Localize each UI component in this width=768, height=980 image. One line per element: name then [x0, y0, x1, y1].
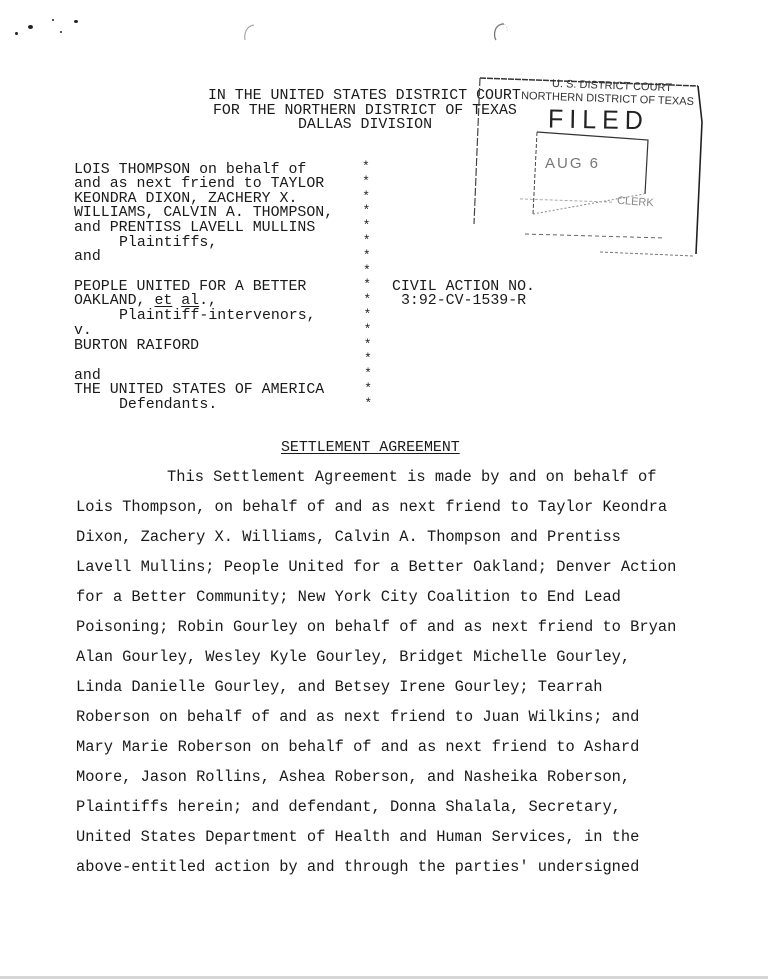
body-line: Dixon, Zachery X. Williams, Calvin A. Thompson and Prentiss: [76, 528, 621, 546]
scan-bottom-edge: [0, 976, 768, 979]
document-title: SETTLEMENT AGREEMENT: [281, 440, 460, 456]
caption-asterisk: *: [364, 366, 372, 382]
and-conjunction: and: [74, 249, 101, 265]
body-line: Moore, Jason Rollins, Ashea Roberson, and Nasheika Roberson,: [76, 768, 631, 786]
plaintiff-line: LOIS THOMPSON on behalf of: [74, 162, 307, 178]
body-line: Plaintiffs herein; and defendant, Donna Shalala, Secretary,: [76, 798, 621, 816]
plaintiff-line: and as next friend to TAYLOR: [74, 176, 325, 192]
body-line: United States Department of Health and Human Services, in the: [76, 828, 640, 846]
space: [172, 293, 181, 309]
court-header-line-3: DALLAS DIVISION: [298, 117, 433, 133]
plaintiff-line: and PRENTISS LAVELL MULLINS: [74, 220, 316, 236]
stamp-district: NORTHERN DISTRICT OF TEXAS: [520, 89, 695, 109]
scan-speck: [74, 20, 78, 23]
caption-asterisk: *: [363, 292, 372, 308]
scan-speck: [28, 25, 33, 29]
versus: v.: [74, 323, 92, 339]
civil-action-number: 3:92-CV-1539-R: [401, 293, 527, 309]
et-underlined: et: [154, 293, 173, 309]
caption-asterisk: *: [362, 247, 371, 263]
caption-asterisk: *: [363, 351, 372, 367]
caption-asterisk: *: [364, 395, 373, 411]
stamp-court: U. S. DISTRICT COURT: [551, 77, 673, 95]
al-underlined: al: [181, 293, 200, 309]
court-header-line-2: FOR THE NORTHERN DISTRICT OF TEXAS: [213, 103, 517, 119]
caption-asterisk: *: [363, 307, 372, 322]
defendant-line: BURTON RAIFORD: [74, 338, 200, 354]
caption-asterisk: *: [363, 336, 372, 352]
intervenor-name: OAKLAND,: [74, 293, 155, 309]
intervenor-line: PEOPLE UNITED FOR A BETTER: [74, 279, 307, 295]
plaintiffs-label: Plaintiffs,: [119, 235, 218, 251]
body-line: Roberson on behalf of and as next friend to Juan Wilkins; and: [76, 708, 640, 726]
stamp-filed: FILED: [547, 104, 650, 136]
defendant-line: THE UNITED STATES OF AMERICA: [74, 382, 325, 398]
caption-asterisk: *: [362, 173, 370, 189]
plaintiff-line: WILLIAMS, CALVIN A. THOMPSON,: [74, 205, 334, 221]
body-line: Linda Danielle Gourley, and Betsey Irene Gourley; Tearrah: [76, 678, 603, 696]
body-line: Mary Marie Roberson on behalf of and as next friend to Ashard: [76, 738, 640, 756]
court-header-line-1: IN THE UNITED STATES DISTRICT COURT: [208, 88, 521, 104]
body-line: This Settlement Agreement is made by and on behalf of: [167, 468, 657, 486]
body-line: Lavell Mullins; People United for a Better Oakland; Denver Action: [76, 558, 677, 576]
scan-speck: [52, 19, 54, 21]
caption-asterisk: *: [362, 188, 371, 204]
caption-asterisk: *: [363, 321, 372, 337]
hole-punch-mark-left: [240, 22, 260, 42]
body-line: Alan Gourley, Wesley Kyle Gourley, Bridget Michelle Gourley,: [76, 648, 631, 666]
caption-asterisk: *: [363, 277, 371, 293]
body-line: Poisoning; Robin Gourley on behalf of and as next friend to Bryan: [76, 618, 677, 636]
defendants-label: Defendants.: [119, 397, 218, 413]
caption-asterisk: *: [362, 203, 371, 219]
and-conjunction: and: [74, 368, 101, 384]
caption-asterisk: *: [362, 218, 371, 234]
intervenor-line: [74, 294, 217, 309]
body-line: Lois Thompson, on behalf of and as next friend to Taylor Keondra: [76, 498, 668, 516]
hole-punch-mark-right: [488, 20, 512, 44]
scan-speck: [60, 31, 62, 33]
stamp-date: AUG 6: [545, 155, 601, 172]
caption-asterisk: *: [364, 381, 373, 396]
stamp-clerk: CLERK: [616, 194, 655, 210]
civil-action-label: CIVIL ACTION NO.: [392, 279, 535, 295]
plaintiff-line: KEONDRA DIXON, ZACHERY X.: [74, 191, 298, 207]
caption-asterisk: *: [362, 233, 371, 248]
intervenor-punct: .,: [199, 293, 217, 309]
caption-asterisk: *: [363, 262, 371, 278]
scan-speck: [15, 32, 18, 35]
intervenors-label: Plaintiff-intervenors,: [119, 308, 316, 324]
body-line: for a Better Community; New York City Coalition to End Lead: [76, 588, 621, 606]
body-line: above-entitled action by and through the parties' undersigned: [76, 858, 640, 876]
caption-asterisk: *: [362, 159, 370, 174]
